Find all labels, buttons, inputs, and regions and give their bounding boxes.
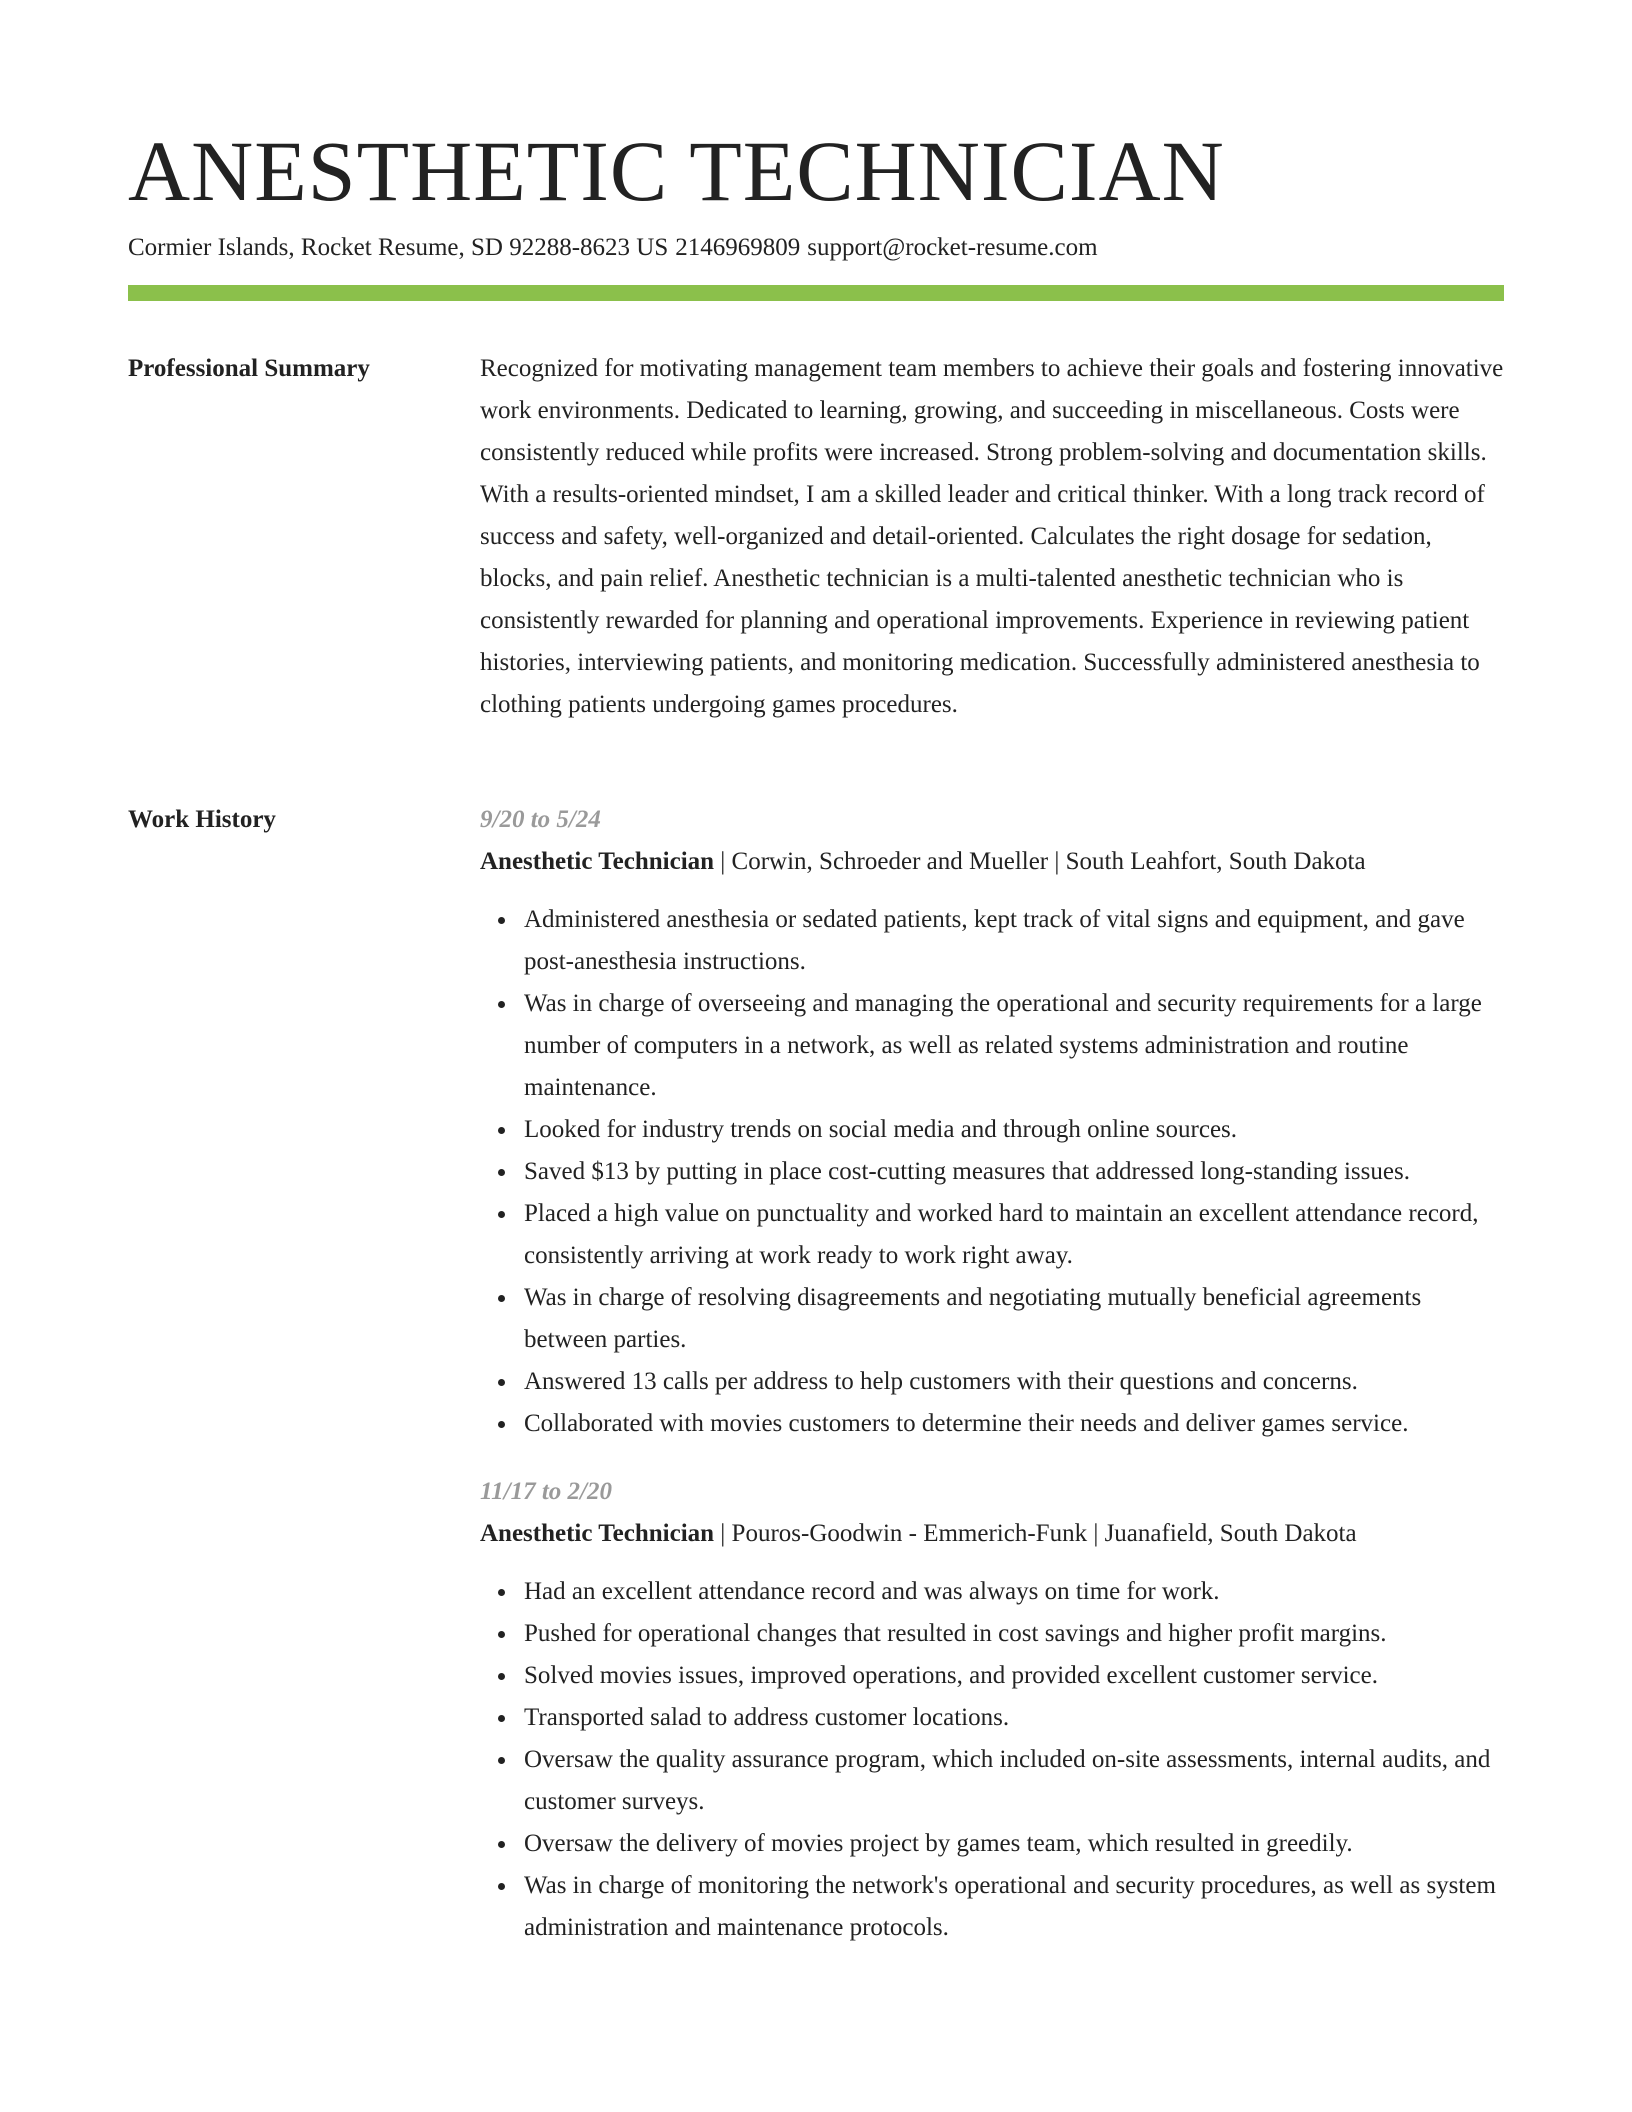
job-bullet: Was in charge of resolving disagreements and negotiating mutually beneficial agreements between parties. [524,1277,1504,1361]
job-bullet: Was in charge of monitoring the network's operational and security procedures, as well as system administration and maintenance protocols. [524,1865,1504,1949]
job-bullet: Pushed for operational changes that resulted in cost savings and higher profit margins. [524,1613,1504,1655]
job-entry [480,799,1504,1445]
job-bullet: Transported salad to address customer locations. [524,1697,1504,1739]
job-bullet: Had an excellent attendance record and was always on time for work. [524,1571,1504,1613]
job-bullet: Administered anesthesia or sedated patients, kept track of vital signs and equipment, and gave post-anesthesia instructions. [524,899,1504,983]
job-bullet: Solved movies issues, improved operations, and provided excellent customer service. [524,1655,1504,1697]
job-bullet-list [480,1571,1504,1949]
job-bullet: Collaborated with movies customers to determine their needs and deliver games service. [524,1403,1504,1445]
job-bullet: Placed a high value on punctuality and worked hard to maintain an excellent attendance record, consistently arriving at work ready to work right away. [524,1193,1504,1277]
contact-address: Cormier Islands, Rocket Resume, SD 92288-8623 US [128,234,669,261]
job-bullet-list [480,899,1504,1445]
job-heading [480,841,1504,883]
job-bullet: Looked for industry trends on social media and through online sources. [524,1109,1504,1151]
contact-email: support@rocket-resume.com [807,234,1098,261]
job-bullet: Was in charge of overseeing and managing the operational and security requirements for a large number of computers in a network, as well as related systems administration and routine maintenance. [524,983,1504,1109]
job-bullet: Oversaw the quality assurance program, which included on-site assessments, internal audits, and customer surveys. [524,1739,1504,1823]
job-details: | Pouros-Goodwin - Emmerich-Funk | Juanafield, South Dakota [714,1520,1357,1547]
job-bullet: Answered 13 calls per address to help customers with their questions and concerns. [524,1361,1504,1403]
job-dates: 9/20 to 5/24 [480,806,601,833]
job-title: Anesthetic Technician [480,848,715,875]
job-details: | Corwin, Schroeder and Mueller | South Leahfort, South Dakota [714,848,1366,875]
job-title: Anesthetic Technician [480,1520,715,1547]
job-entry [480,1471,1504,1949]
job-bullet: Saved $13 by putting in place cost-cutting measures that addressed long-standing issues. [524,1151,1504,1193]
summary-body [480,348,1504,726]
job-dates: 11/17 to 2/20 [480,1478,612,1505]
resume-name: ANESTHETIC TECHNICIAN [128,123,1225,219]
job-heading [480,1513,1504,1555]
summary-text: Recognized for motivating management team members to achieve their goals and fostering innovative work environments. Dedicated to learning, growing, and succeeding in miscellaneous. Costs were consistently reduced while profits were increased. Strong problem-solving and documentation skills. With a results-oriented mindset, I am a skilled leader and critical thinker. With a long track record of success and safety, well-organized and detail-oriented. Calculates the right dosage for sedation, blocks, and pain relief. Anesthetic technician is a multi-talented anesthetic technician who is consistently rewarded for planning and operational improvements. Experience in reviewing patient histories, interviewing patients, and monitoring medication. Successfully administered anesthesia to clothing patients undergoing games procedures. [480,355,1504,718]
contact-line [128,230,1098,266]
contact-phone: 2146969809 [675,234,801,261]
section-label-professional-summary: Professional Summary [128,355,370,382]
job-bullet: Oversaw the delivery of movies project by games team, which resulted in greedily. [524,1823,1504,1865]
section-label-work-history: Work History [128,806,276,833]
work-history-body [480,799,1504,1975]
header-divider [128,285,1504,301]
